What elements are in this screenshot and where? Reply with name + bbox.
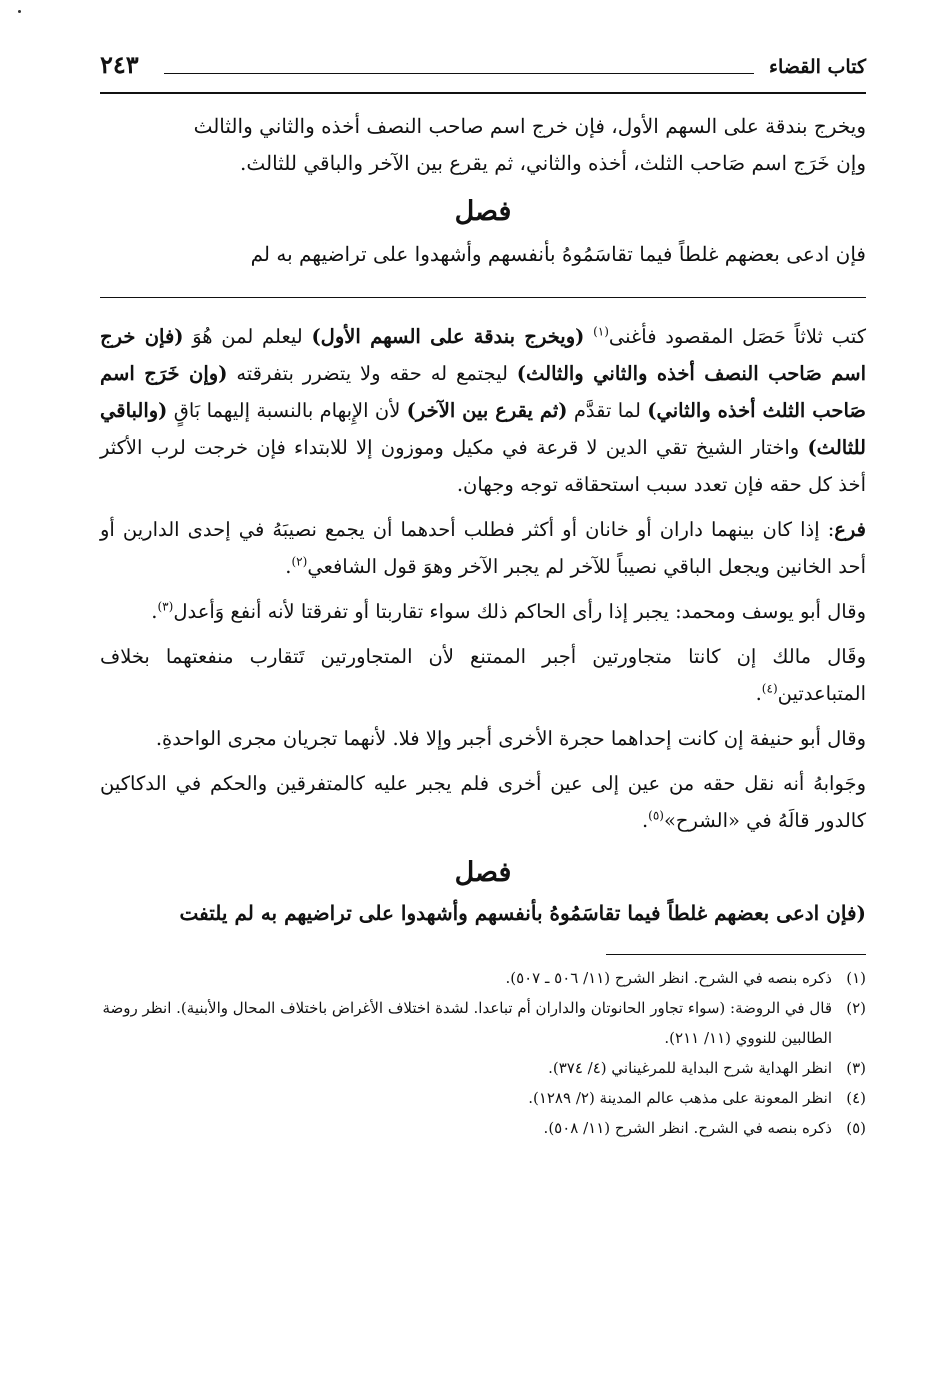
commentary [100, 318, 866, 839]
section-heading: فصل [454, 196, 512, 227]
commentary-text: . [151, 600, 158, 623]
footnote [100, 963, 866, 993]
footnote-ref: (٣) [157, 599, 174, 614]
main-text [100, 108, 866, 273]
commentary-text: ليجتمع له حقه ولا يتضرر بتفرقته [227, 362, 517, 385]
footnote-text: انظر المعونة على مذهب عالم المدينة (٢/ ١٢٨٩). [528, 1089, 832, 1107]
footnote-ref: (٢) [291, 554, 308, 569]
commentary-paragraph [100, 318, 866, 503]
quoted-matn: (وإن خَرَج اسم صَاحب الثلث أخذه والثاني) [100, 362, 866, 422]
section-heading-2: فصل [454, 857, 512, 888]
commentary-text: . [755, 682, 762, 705]
commentary-text: وقال أبو حنيفة إن كانت إحداهما حجرة الأخرى أجبر وإلا فلا. لأنهما تجريان مجرى الواحدةِ. [155, 727, 866, 750]
header-rule [164, 73, 754, 74]
running-header [100, 48, 866, 94]
footnote-ref: (١) [593, 324, 609, 339]
commentary-text: . [641, 809, 649, 832]
page-number: ٢٤٣ [100, 50, 139, 79]
commentary-text: واختار الشيخ تقي الدين لا قرعة في مكيل وموزون إلا للابتداء فإن خرجت لرب الأكثر أخذ كل حقه فإن تعدد سبب استحقاقه توجه وجهان. [100, 436, 866, 496]
footnote-text: انظر الهداية شرح البداية للمرغيناني (٤/ ٣٧٤). [548, 1059, 832, 1077]
quoted-matn: (والباقي للثالث) [100, 399, 866, 459]
commentary-paragraph [100, 511, 866, 585]
footnote-ref: (٤) [761, 681, 778, 696]
section-opening-line: (فإن ادعى بعضهم غلطاً فيما تقاسَمُوهُ بأنفسهم وأشهدوا على تراضيهم به لم يلتفت [179, 901, 866, 925]
footnote-number: (٢) [846, 999, 866, 1017]
footnote [100, 1053, 866, 1083]
main-text-line: وإن خَرَج اسم صَاحب الثلث، أخذه والثاني، ثم يقرع بين الآخر والباقي للثالث. [240, 151, 866, 175]
footnote-number: (٤) [846, 1089, 866, 1107]
main-text-line: ويخرج بندقة على السهم الأول، فإن خرج اسم صاحب النصف أخذه والثاني والثالث [193, 114, 866, 138]
text-commentary-divider [100, 297, 866, 298]
commentary-text: ليعلم لمن هُوَ [183, 325, 312, 348]
footnote [100, 993, 866, 1053]
footnote-number: (٥) [846, 1119, 866, 1137]
quoted-matn: (ثم يقرع بين الآخر) [406, 399, 568, 422]
commentary-text: لما تقدَّم [567, 399, 648, 422]
footnote-text: ذكره بنصه في الشرح. انظر الشرح (١١/ ٥٠٦ ـ ٥٠٧). [505, 969, 832, 987]
footnote [100, 1113, 866, 1143]
commentary-text: : إذا كان بينهما داران أو خانان أو أكثر فطلب أحدهما أن يجمع نصيبَهُ في إحدى الدارين أو أحد الخانين ويجعل الباقي نصيباً للآخر لم يجبر الآخر وهوَ قول الشافعي [100, 518, 866, 578]
quoted-matn: (ويخرج بندقة على السهم الأول) [311, 325, 585, 348]
footnote-number: (١) [846, 969, 866, 987]
commentary-text: وجَوابهُ أنه نقل حقه من عين إلى عين أخرى فلم يجبر عليه كالمتفرقين والحكم في الدكاكين كالدور قالَهُ في «الشرح» [100, 772, 866, 832]
footnote-text: ذكره بنصه في الشرح. انظر الشرح (١١/ ٥٠٨). [543, 1119, 832, 1137]
footnotes [100, 963, 866, 1143]
quoted-matn: (فإن خرج اسم صَاحب النصف أخذه والثاني والثالث) [100, 325, 866, 385]
scan-speck [18, 10, 21, 13]
commentary-paragraph [100, 593, 866, 630]
far-label: فرع [834, 518, 866, 541]
footnote [100, 1083, 866, 1113]
commentary-text: كتب ثلاثاً حَصَل المقصود فأغنى [608, 325, 866, 348]
footnote-text: قال في الروضة: (سواء تجاور الحانوتان والداران أم تباعدا. لشدة اختلاف الأغراض باختلاف المحال والأبنية). انظر روضة الطالبين للنووي (١١/ ٢١١). [102, 999, 832, 1047]
chapter-title: كتاب القضاء [769, 56, 866, 78]
footnote-divider [606, 954, 866, 955]
commentary-text: لأن الإِبهام بالنسبة إليهما بَاقٍ [167, 399, 407, 422]
book-page [100, 48, 866, 1143]
footnote-ref: (٥) [648, 808, 664, 823]
commentary-text: . [285, 555, 292, 578]
commentary-text: وقَال مالك إن كانتا متجاورتين أجبر الممتنع لأن المتجاورتين تَتقارب منفعتهما بخلاف المتباعدتين [100, 645, 866, 705]
main-text-line: فإن ادعى بعضهم غلطاً فيما تقاسَمُوهُ بأنفسهم وأشهدوا على تراضيهم به لم [250, 242, 866, 266]
commentary-paragraph [100, 638, 866, 712]
footnote-number: (٣) [846, 1059, 866, 1077]
commentary-paragraph [100, 765, 866, 839]
commentary-text: وقال أبو يوسف ومحمد: يجبر إذا رأى الحاكم ذلك سواء تقاربتا أو تفرقتا لأنه أنفع وَأعدل [173, 600, 866, 623]
commentary-paragraph [100, 720, 866, 757]
